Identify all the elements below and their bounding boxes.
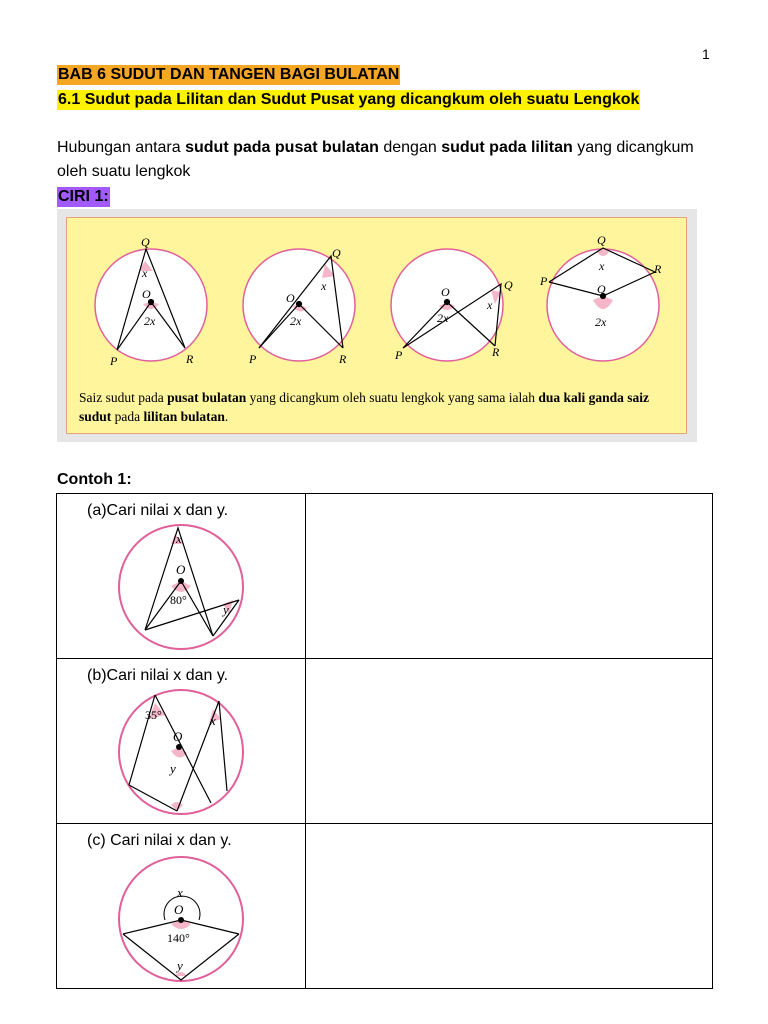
page-number: 1	[702, 46, 710, 62]
question-cell-c	[57, 824, 306, 989]
question-text: (a)Cari nilai x dan y.	[87, 502, 229, 519]
property-caption: Saiz sudut pada pusat bulatan yang dicangkum oleh suatu lengkok yang sama ialah dua kali ganda saiz sudut pada lilitan bulatan.	[79, 390, 650, 424]
intro-paragraph: Hubungan antara sudut pada pusat bulatan dengan sudut pada lilitan yang dicangkum oleh suatu lengkok	[57, 139, 694, 180]
label-x: x	[142, 266, 148, 280]
label-q: Q	[141, 235, 150, 249]
example-heading: Contoh 1:	[57, 471, 132, 488]
label-x: x	[177, 885, 183, 900]
question-cell-b	[57, 659, 306, 824]
label-y: y	[170, 761, 176, 776]
label-o: O	[174, 902, 184, 917]
label-o: O	[286, 291, 295, 305]
label-2x: 2x	[595, 315, 607, 329]
label-o: O	[441, 285, 450, 299]
label-p: P	[540, 274, 548, 288]
label-p: P	[110, 354, 118, 368]
angle-label: 140°	[167, 931, 190, 945]
diagram-2	[243, 249, 355, 361]
label-r: R	[492, 345, 500, 359]
label-o: O	[142, 287, 151, 301]
table-row	[57, 824, 713, 989]
label-p: P	[395, 348, 403, 362]
label-r: R	[339, 352, 347, 366]
label-q: Q	[332, 246, 341, 260]
angle-label: 80°	[170, 593, 187, 607]
examples-table	[56, 493, 713, 989]
label-y: y	[223, 602, 229, 617]
answer-cell-b[interactable]	[306, 659, 713, 824]
label-x: x	[210, 713, 216, 728]
property-box-inner	[66, 217, 687, 434]
label-q: Q	[504, 278, 513, 292]
section-heading: 6.1 Sudut pada Lilitan dan Sudut Pusat yang dicangkum oleh suatu Lengkok	[58, 91, 640, 108]
label-2x: 2x	[144, 314, 156, 328]
table-row	[57, 494, 713, 659]
angle-label: 35°	[145, 708, 162, 722]
label-x: x	[176, 531, 182, 546]
label-2x: 2x	[437, 311, 449, 325]
table-row	[57, 659, 713, 824]
label-o: O	[176, 562, 186, 577]
label-r: R	[186, 352, 194, 366]
label-y: y	[177, 958, 183, 973]
label-x: x	[599, 259, 605, 273]
example-a-diagram	[115, 524, 247, 650]
example-b-diagram	[115, 689, 247, 815]
label-r: R	[654, 262, 662, 276]
example-c-diagram	[115, 854, 247, 984]
question-cell-a	[57, 494, 306, 659]
label-x: x	[487, 298, 493, 312]
property-box	[57, 209, 697, 442]
answer-cell-a[interactable]	[306, 494, 713, 659]
question-text: (b)Cari nilai x dan y.	[87, 667, 229, 684]
label-q: Q	[597, 233, 606, 247]
question-text: (c) Cari nilai x dan y.	[87, 832, 232, 849]
answer-cell-c[interactable]	[306, 824, 713, 989]
label-2x: 2x	[290, 314, 302, 328]
diagram-1	[95, 249, 207, 361]
label-o: O	[597, 282, 606, 296]
chapter-heading: BAB 6 SUDUT DAN TANGEN BAGI BULATAN	[58, 66, 400, 83]
label-x: x	[321, 279, 327, 293]
ciri-label: CIRI 1:	[58, 188, 109, 205]
label-o: O	[173, 729, 183, 744]
label-p: P	[249, 352, 257, 366]
